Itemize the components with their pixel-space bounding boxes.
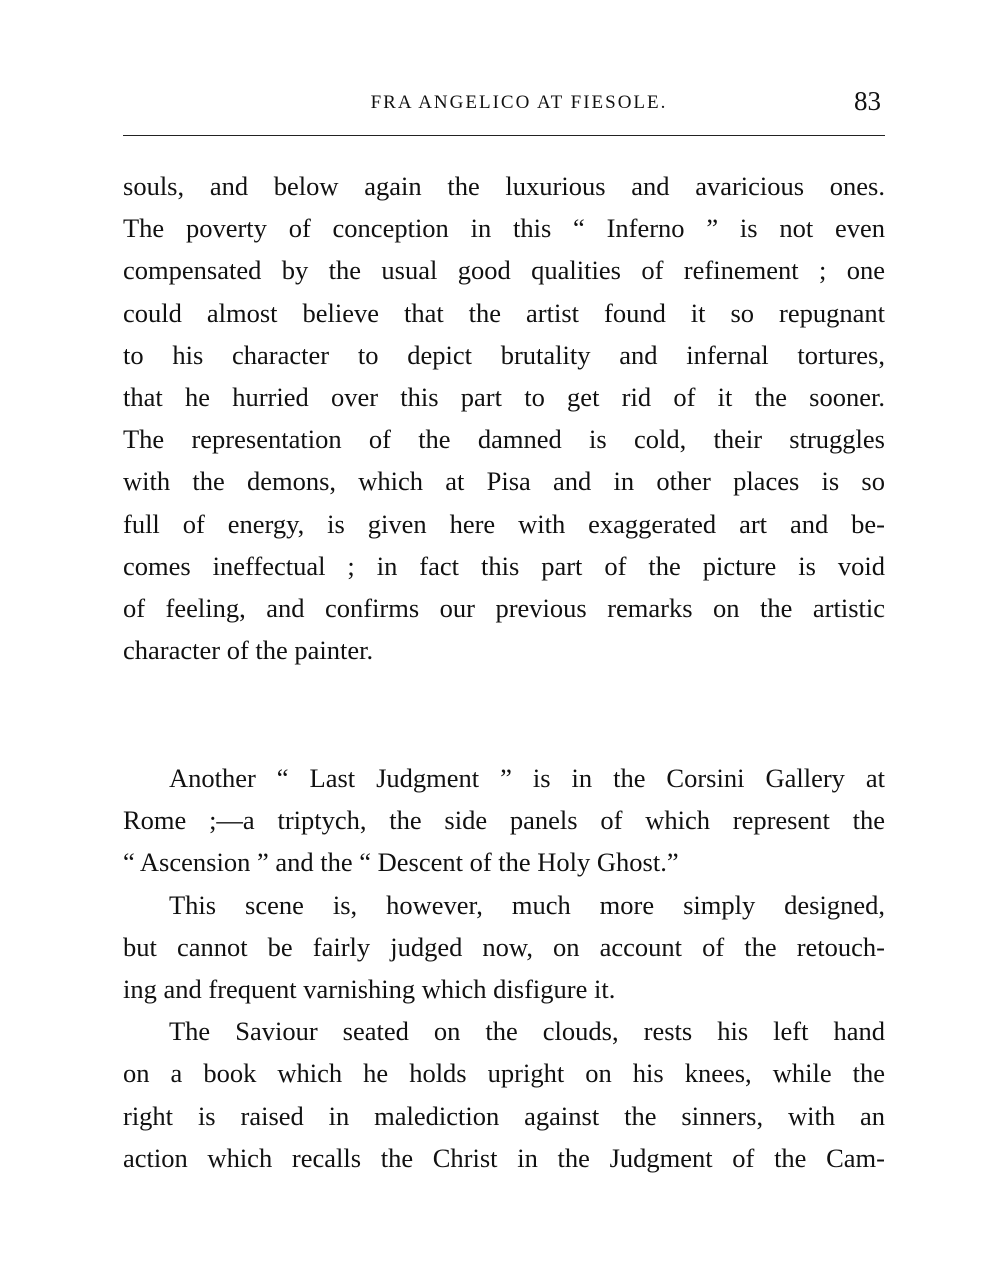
text-line: souls, and below again the luxurious and avaricious ones. xyxy=(123,171,885,201)
text-line: but cannot be fairly judged now, on account of the retouch- xyxy=(123,931,885,962)
text-line: action which recalls the Christ in the Judgment of the Cam- xyxy=(123,1142,885,1173)
paragraph-block-1 xyxy=(123,165,885,671)
text-line: Rome ;—a triptych, the side panels of which represent the xyxy=(123,805,885,836)
text-line: of feeling, and confirms our previous remarks on the artistic xyxy=(123,592,885,623)
text-line: The representation of the damned is cold, their struggles xyxy=(123,424,885,455)
text-line: right is raised in malediction against the sinners, with an xyxy=(123,1100,885,1131)
text-line: full of energy, is given here with exaggerated art and be- xyxy=(123,508,885,539)
header-rule xyxy=(123,135,885,136)
running-title: FRA ANGELICO AT FIESOLE. xyxy=(370,92,668,113)
text-line: with the demons, which at Pisa and in other places is so xyxy=(123,466,885,497)
text-line: that he hurried over this part to get rid of it the sooner. xyxy=(123,381,885,412)
text-line: compensated by the usual good qualities of refinement ; one xyxy=(123,255,885,286)
text-line: could almost believe that the artist found it so repugnant xyxy=(123,297,885,328)
text-line: ing and frequent varnishing which disfigure it. xyxy=(123,973,616,1004)
text-line: comes ineffectual ; in fact this part of the picture is void xyxy=(123,550,885,581)
text-line: The poverty of conception in this “ Inferno ” is not even xyxy=(123,213,885,244)
text-line: Another “ Last Judgment ” is in the Corsini Gallery at xyxy=(169,763,885,793)
paragraph-block-2 xyxy=(123,757,885,1179)
text-line: The Saviour seated on the clouds, rests his left hand xyxy=(169,1016,885,1047)
text-line: to his character to depict brutality and infernal tortures, xyxy=(123,339,885,370)
page-header xyxy=(123,86,885,120)
page-number: 83 xyxy=(854,86,881,116)
text-line: on a book which he holds upright on his knees, while the xyxy=(123,1058,885,1089)
text-line: This scene is, however, much more simply designed, xyxy=(169,889,885,920)
text-line: character of the painter. xyxy=(123,635,374,666)
text-line: “ Ascension ” and the “ Descent of the Holy Ghost.” xyxy=(123,847,679,878)
